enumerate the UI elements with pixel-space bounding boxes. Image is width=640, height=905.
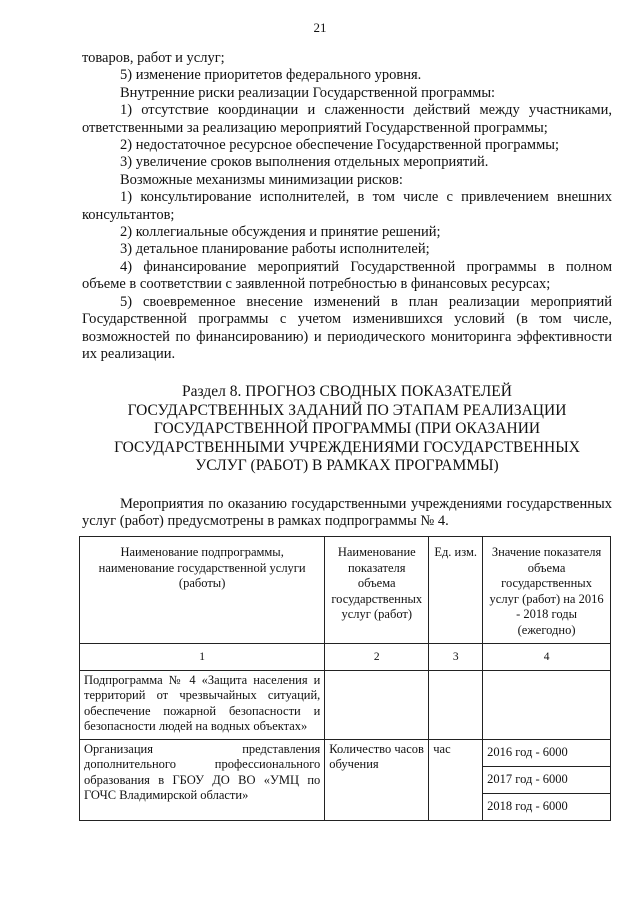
column-number: 1 [80,644,325,671]
value-cell: 2017 год - 6000 [483,766,611,793]
value-cell: 2016 год - 6000 [483,739,611,766]
column-number: 4 [483,644,611,671]
document-body [82,50,612,531]
empty-cell [325,670,429,739]
section-heading [82,383,612,476]
paragraph: 1) консультирование исполнителей, в том числе с привлечением внешних консультантов; [82,189,612,223]
column-number: 2 [325,644,429,671]
paragraph: 5) изменение приоритетов федерального уровня. [120,67,422,84]
paragraph: Внутренние риски реализации Государственной программы: [120,84,496,101]
section-heading-line: ГОСУДАРСТВЕННОЙ ПРОГРАММЫ (ПРИ ОКАЗАНИИ [153,420,541,438]
paragraph: 2) коллегиальные обсуждения и принятие решений; [120,224,441,241]
column-number: 3 [429,644,483,671]
indicator-name: Количество часов обучения [325,739,429,820]
table-header-cell: Наименование показателя объема государственных услуг (работ) [325,537,429,644]
paragraph: 5) своевременное внесение изменений в план реализации мероприятий Государственной программы с учетом изменившихся условий (в том числе, возможностей по финансированию) и периодического мониторинга эффективности их реализации. [82,293,612,362]
indicators-table [79,536,611,821]
service-name: Организация представления дополнительного профессионального образования в ГБОУ ДО ВО «УМЦ по ГОЧС Владимирской области» [80,739,325,820]
intro-paragraph: Мероприятия по оказанию государственными учреждениями государственных услуг (работ) предусмотрены в рамках подпрограммы № 4. [82,495,612,530]
section-heading-line: ГОСУДАРСТВЕННЫМИ УЧРЕЖДЕНИЯМИ ГОСУДАРСТВЕННЫХ [114,438,580,456]
subprogram-row [80,670,611,739]
paragraph: 4) финансирование мероприятий Государственной программы в полном объеме в соответствии с заявленной потребностью в финансовых ресурсах; [82,258,612,293]
table-header-cell: Наименование подпрограммы, наименование государственной услуги (работы) [80,537,325,644]
section-heading-line: УСЛУГ (РАБОТ) В РАМКАХ ПРОГРАММЫ) [195,457,499,475]
section-heading-line: Раздел 8. ПРОГНОЗ СВОДНЫХ ПОКАЗАТЕЛЕЙ [182,383,512,401]
paragraph: 1) отсутствие координации и слаженности действий между участниками, ответственными за реализацию мероприятий Государственной программы; [82,102,612,136]
paragraph: 2) недостаточное ресурсное обеспечение Государственной программы; [120,137,560,154]
unit-cell: час [429,739,483,820]
paragraph: Возможные механизмы минимизации рисков: [120,171,403,188]
table-header-row [80,537,611,644]
paragraph: 3) увеличение сроков выполнения отдельных мероприятий. [120,154,489,171]
table-header-cell: Ед. изм. [429,537,483,644]
page-number: 21 [313,20,327,35]
empty-cell [429,670,483,739]
value-cell: 2018 год - 6000 [483,793,611,820]
table-header-cell: Значение показателя объема государственных услуг (работ) на 2016 - 2018 годы (ежегодно) [483,537,611,644]
column-number-row [80,644,611,671]
paragraph: 3) детальное планирование работы исполнителей; [120,241,430,258]
subprogram-name: Подпрограмма № 4 «Защита населения и территорий от чрезвычайных ситуаций, обеспечение пожарной безопасности и безопасности людей на водных объектах» [80,670,325,739]
empty-cell [483,670,611,739]
section-heading-line: ГОСУДАРСТВЕННЫХ ЗАДАНИЙ ПО ЭТАПАМ РЕАЛИЗАЦИИ [127,401,567,419]
table-row [80,739,611,766]
paragraph: товаров, работ и услуг; [82,50,225,66]
